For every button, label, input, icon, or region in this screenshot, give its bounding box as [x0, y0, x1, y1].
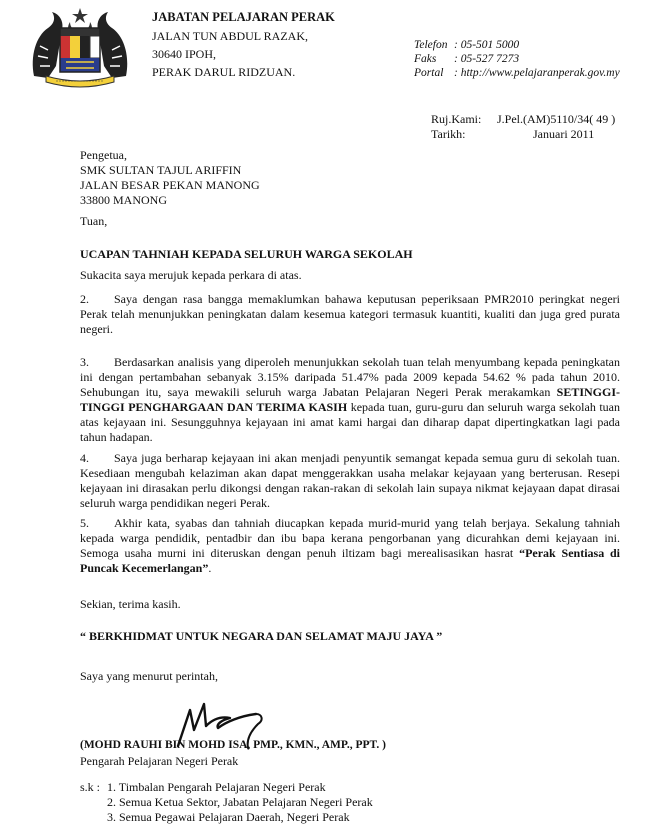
list-item: 3. Semua Pegawai Pelajaran Daerah, Negeri Perak: [107, 810, 350, 824]
contact-label: Portal: [414, 67, 444, 79]
contact-label: Telefon: [414, 39, 448, 51]
paragraph-text: Akhir kata, syabas dan tahniah diucapkan kepada murid-murid yang telah berjaya. Sekalung tahniah kepada warga pendidik, pentadbir dan ibu bapa kerana pengorbanan yang dicurahkan demi kejayaan ini. Semoga usaha murni ini diteruskan dengan penuh iltizam bagi merealisasikan hasrat: [80, 516, 620, 560]
paragraph-2: [80, 292, 620, 337]
recipient-line: 33800 MANONG: [80, 193, 167, 207]
ruj-kami: [431, 112, 615, 127]
contact-portal: Portal : http://www.pelajaranperak.gov.my: [414, 67, 620, 79]
sk-label: s.k :: [80, 780, 101, 794]
contact-label: Faks: [414, 53, 437, 65]
paragraph-number: 4.: [80, 451, 89, 465]
paragraph-5: [80, 516, 620, 576]
emphasis-text: “Perak Sentiasa di Puncak Kecemerlangan”: [80, 546, 621, 575]
paragraph-number: 5.: [80, 516, 89, 530]
paragraph-number: 3.: [80, 355, 89, 369]
address-line: JALAN TUN ABDUL RAZAK,: [152, 29, 308, 43]
paragraph-text: Saya dengan rasa bangga memaklumkan bahawa keputusan peperiksaan PMR2010 peringkat negeri Perak telah menunjukkan peningkatan dalam kesemua kategori termasuk kuantiti, kualiti dan juga gred purata negeri.: [80, 292, 620, 336]
saya-menurut-perintah: Saya yang menurut perintah,: [80, 669, 218, 683]
recipient-line: SMK SULTAN TAJUL ARIFFIN: [80, 163, 242, 177]
recipient-line: JALAN BESAR PEKAN MANONG: [80, 178, 260, 192]
coat-of-arms-emblem: [26, 6, 134, 90]
paragraph-text: Saya juga berharap kejayaan ini akan menjadi penyuntik semangat kepada semua guru di sekolah tuan. Kesediaan mengubah kelaziman akan dapat menggerakkan usaha melakar kejayaan yang berterusan. Resepi kejayaan ini dirasakan perlu dikongsi dengan rakan-rakan di sekolah lain supaya nikmat kejayaan dapat dirasai seluruh warga pendidikan negeri Perak.: [80, 451, 620, 510]
tarikh-label: Tarikh:: [431, 127, 466, 141]
paragraph-text: kepada tuan, guru-guru dan seluruh warga sekolah tuan atas kejayaan ini. Sesungguhnya kejayaan ini amat kami hargai dan diharap dapat dipertingkatkan lagi pada tahun hadapan.: [80, 400, 620, 444]
ruj-label: Ruj.Kami:: [431, 112, 482, 126]
salutation: Tuan,: [80, 214, 108, 228]
carbon-copy-list: [80, 780, 373, 825]
contact-telefon: Telefon : 05-501 5000: [414, 39, 520, 51]
list-item: s.k : 1. Timbalan Pengarah Pelajaran Negeri Perak: [80, 780, 326, 794]
letter-subject: UCAPAN TAHNIAH KEPADA SELURUH WARGA SEKOLAH: [80, 247, 413, 261]
department-title: JABATAN PELAJARAN PERAK: [152, 10, 335, 24]
contact-value: 05-501 5000: [460, 39, 520, 51]
contact-value: 05-527 7273: [460, 53, 520, 65]
closing-line: Sekian, terima kasih.: [80, 597, 181, 611]
contact-faks: Faks : 05-527 7273: [414, 53, 520, 65]
recipient-line: Pengetua,: [80, 148, 127, 162]
signer-name: (MOHD RAUHI BIN MOHD ISA, PMP., KMN., AMP., PPT. ): [80, 739, 386, 751]
signer-title: Pengarah Pelajaran Negeri Perak: [80, 754, 239, 768]
paragraph-4: [80, 451, 620, 511]
emphasis-text: SETINGGI-TINGGI PENGHARGAAN DAN TERIMA KASIH: [80, 385, 620, 414]
motto: “ BERKHIDMAT UNTUK NEGARA DAN SELAMAT MAJU JAYA ”: [80, 629, 443, 643]
portal-link[interactable]: http://www.pelajaranperak.gov.my: [460, 67, 620, 79]
address-line: PERAK DARUL RIDZUAN.: [152, 65, 296, 79]
paragraph-3: [80, 355, 620, 445]
reference-block: [431, 112, 615, 142]
list-item: 2. Semua Ketua Sektor, Jabatan Pelajaran Negeri Perak: [107, 795, 373, 809]
ruj-value: J.Pel.(AM)5110/34( 49 ): [497, 112, 616, 126]
tarikh: [431, 127, 615, 142]
tarikh-value: Januari 2011: [533, 127, 595, 141]
contact-block: [414, 38, 620, 80]
paragraph-number: 2.: [80, 292, 89, 306]
paragraph-text: .: [208, 561, 212, 575]
intro-paragraph: Sukacita saya merujuk kepada perkara di atas.: [80, 268, 302, 282]
recipient-address: [80, 148, 260, 208]
address-line: 30640 IPOH,: [152, 47, 217, 61]
paragraph-text: Berdasarkan analisis yang diperoleh menunjukkan sekolah tuan telah menyumbang kepada peningkatan ini dengan pertambahan sebanyak 3.15% daripada 51.47% pada 2009 kepada 54.62 % pada tahun 2010. Sehubungan itu, saya mewakili seluruh warga Jabatan Pelajaran Negeri Perak merakamkan: [80, 355, 620, 399]
